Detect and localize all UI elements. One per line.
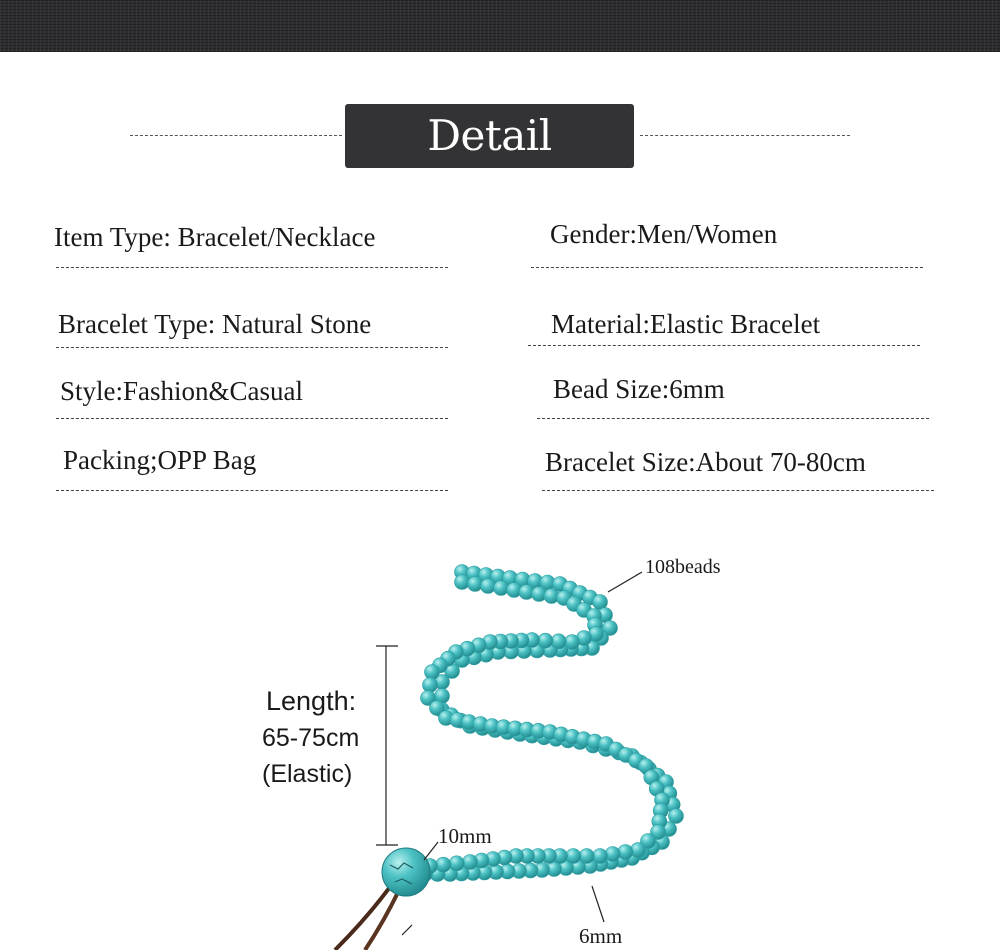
spec-divider [56, 418, 448, 419]
bead [566, 849, 581, 864]
bead [579, 849, 594, 864]
pointer-108beads [608, 572, 642, 592]
spec-divider [528, 345, 920, 346]
bead [494, 581, 509, 596]
spec-divider [537, 418, 929, 419]
spec-divider [56, 267, 448, 268]
bead [538, 633, 553, 648]
length-label: Length: [266, 686, 357, 716]
bead [551, 634, 566, 649]
beads-count-label: 108beads [645, 556, 721, 578]
bead [455, 575, 470, 590]
spec-item-type: Item Type: Bracelet/Necklace [54, 222, 376, 252]
bead [425, 665, 440, 680]
spec-bracelet-size: Bracelet Size:About 70-80cm [545, 447, 866, 477]
spec-divider [531, 267, 923, 268]
small-bead-size-label: 6mm [579, 924, 623, 948]
title-divider-right [640, 135, 850, 136]
length-note: (Elastic) [262, 760, 353, 788]
pointer-10mm [424, 842, 438, 860]
title-text: Detail Display [345, 104, 634, 168]
length-value: 65-75cm [262, 724, 360, 752]
spec-divider [56, 490, 448, 491]
guru-bead [382, 848, 430, 896]
bead [423, 678, 438, 693]
spec-gender: Gender:Men/Women [550, 219, 778, 249]
bead [463, 855, 478, 870]
spec-divider [542, 490, 934, 491]
big-bead-size-label: 10mm [438, 824, 492, 848]
bead [436, 857, 451, 872]
bead [565, 635, 580, 650]
spec-packing: Packing;OPP Bag [63, 445, 257, 475]
spec-bracelet-type: Bracelet Type: Natural Stone [58, 309, 372, 339]
bead [468, 577, 483, 592]
header-texture-band [0, 0, 1000, 52]
spec-bead-size: Bead Size:6mm [553, 374, 725, 404]
bead [481, 579, 496, 594]
spec-style: Style:Fashion&Casual [60, 376, 303, 406]
section-title [130, 104, 850, 224]
spec-divider [56, 347, 448, 348]
pointer-6mm [592, 886, 604, 922]
spec-material: Material:Elastic Bracelet [551, 309, 821, 339]
title-divider-left [130, 135, 342, 136]
bead [449, 856, 464, 871]
bead [669, 809, 684, 824]
bead [593, 849, 608, 864]
